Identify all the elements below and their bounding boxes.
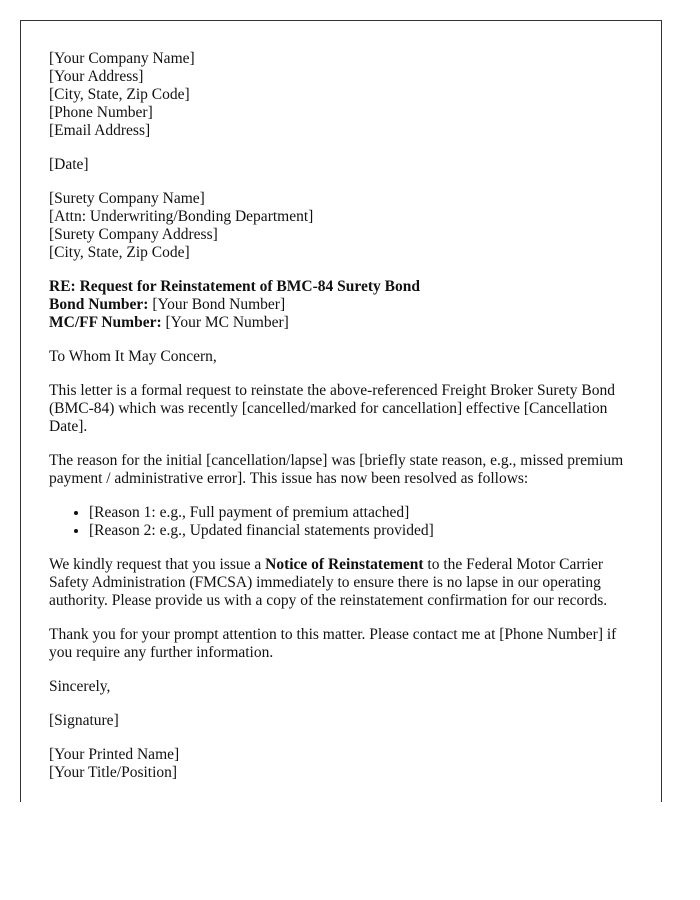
body-paragraph-3: We kindly request that you issue a Notice of Reinstatement to the Federal Motor Carrier Safety Administration (FMCSA) immediately to ensure there is no lapse in our operating authority. Please provide us with a copy of the reinstatement confirmation for our records.	[49, 556, 608, 609]
body-paragraph-4: Thank you for your prompt attention to this matter. Please contact me at [Phone Number] if you require any further information.	[49, 626, 617, 661]
signature-placeholder: [Signature]	[49, 712, 119, 729]
signoff-block	[49, 746, 633, 782]
sender-company-name: [Your Company Name]	[49, 50, 195, 67]
bond-number-line	[49, 296, 633, 314]
bond-number-label: Bond Number:	[49, 296, 149, 313]
sender-phone: [Phone Number]	[49, 104, 153, 121]
sender-address: [Your Address]	[49, 68, 144, 85]
recipient-block	[49, 190, 633, 262]
salutation: To Whom It May Concern,	[49, 348, 217, 365]
closing: Sincerely,	[49, 678, 111, 695]
recipient-city-state-zip: [City, State, Zip Code]	[49, 244, 190, 261]
body-paragraph-2: The reason for the initial [cancellation/lapse] was [briefly state reason, e.g., missed premium payment / administrative error]. This issue has now been resolved as follows:	[49, 452, 624, 487]
mc-number-line	[49, 314, 633, 332]
sender-city-state-zip: [City, State, Zip Code]	[49, 86, 190, 103]
letter-body	[21, 21, 661, 782]
title-position: [Your Title/Position]	[49, 764, 178, 781]
body-paragraph-1: This letter is a formal request to reinstate the above-referenced Freight Broker Surety Bond (BMC-84) which was recently [cancelled/marked for cancellation] effective [Cancellation Date].	[49, 382, 615, 435]
letter-date: [Date]	[49, 156, 89, 173]
reasons-list	[49, 504, 633, 540]
bond-number-value: [Your Bond Number]	[148, 296, 286, 313]
mc-number-label: MC/FF Number:	[49, 314, 162, 331]
notice-of-reinstatement-emphasis: Notice of Reinstatement	[265, 556, 424, 573]
printed-name: [Your Printed Name]	[49, 746, 180, 763]
mc-number-value: [Your MC Number]	[161, 314, 289, 331]
recipient-address: [Surety Company Address]	[49, 226, 218, 243]
subject-line: RE: Request for Reinstatement of BMC-84 Surety Bond	[49, 278, 420, 295]
reason-item-1: • [Reason 1: e.g., Full payment of premium attached]	[89, 504, 633, 522]
letter-page	[20, 20, 662, 802]
subject-block	[49, 278, 633, 332]
recipient-attention: [Attn: Underwriting/Bonding Department]	[49, 208, 314, 225]
recipient-company-name: [Surety Company Name]	[49, 190, 205, 207]
sender-email: [Email Address]	[49, 122, 151, 139]
sender-block	[49, 50, 633, 140]
reason-item-2: • [Reason 2: e.g., Updated financial statements provided]	[89, 522, 633, 540]
